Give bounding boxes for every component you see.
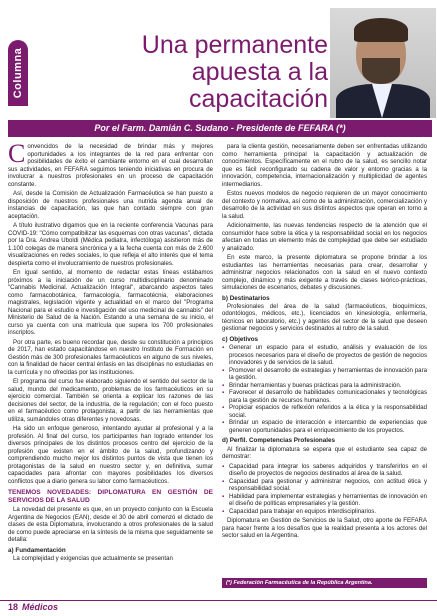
body-paragraph: para la clienta gestión, necesariamente deben ser enfrentadas utilizando como herramienta principal la capacitación y actualización de conocimientos. Específicamente en el rubro de la salud, es sencillo notar que es fácil reconfigurado su cadena de valor y entorno gracias a la innovación, competencia, internacionalización y multiplicidad de agentes intermediarios. <box>222 143 427 188</box>
subheading: d) Perfil. Competencias Profesionales <box>222 437 336 445</box>
list-item: ▪ Capacidad para trabajar en equipos interdisciplinarios. <box>229 508 427 516</box>
list-item: ▪ Habilidad para implementar estrategias y herramientas de innovación en el diseño de políticas empresariales y la gestión. <box>229 493 427 508</box>
page-number: 18 <box>8 602 19 612</box>
list-item: ▪ Capacidad para integrar los saberes adquiridos y transferirlos en el diseño de proyectos de negocios destinados al área de la salud. <box>229 463 427 478</box>
list-item: ▪ Brindar un espacio de interacción e intercambio de experiencias que generen oportunidades para el enriquecimiento de los proyectos. <box>229 419 427 434</box>
list-item: ▪ Propiciar espacios de reflexión referidos a la ética y la responsabilidad social. <box>229 404 427 419</box>
left-column <box>8 139 213 565</box>
subheading: a) Fundamentación <box>8 546 66 554</box>
byline: Por el Farm. Damián C. Sudano - Presidente de FEFARA (*) <box>8 120 432 137</box>
body-paragraph: Al finalizar la diplomatura se espera que el estudiante sea capaz de demostrar: <box>222 445 427 461</box>
section-tab: Columna <box>8 40 28 106</box>
body-paragraph: Por otra parte, es bueno recordar que, desde su constitución a principios de 2017, han estado capacitándose en nuestro Instituto de Formación en Gestión más de 300 profesionales farmacéuticos en alguno de sus niveles, con la finalidad de hacer central énfasis en las disciplinas no estudiadas en la currícula y no ofrecidas por las instituciones. <box>8 338 213 376</box>
body-paragraph: En igual sentido, al momento de redactar estas líneas estábamos próximos a la iniciación de un curso multidisciplinario denominado "Cannabis Medicinal. Actualización Integral", abarcando aspectos tales como farmacobotánica, farmacología, farmacotécnia, elaboraciones magistrales, legislación vigente y actualidad en el marco del "Programa Nacional para el estudio e investigación del uso medicinal de cannabis" del Ministerio de Salud de la Nación. Estando a una semana de su inicio, el curso ya cuenta con una matrícula que supera los 700 profesionales inscriptos. <box>8 269 213 336</box>
body-paragraph: Adicionalmente, las nuevas tendencias respecto de la atención que el consumidor hace sobre la ética y la responsabilidad social en los negocios afectan en todas un elemento más de complejidad que debe ser estudiado y analizado. <box>222 222 427 252</box>
list-item: ▪ Generar un espacio para el estudio, análisis y evaluación de los procesos necesarios para el diseño de proyectos de gestión de negocios innovadores y de servicios de la salud. <box>229 344 427 367</box>
list-item: ▪ Promover el desarrollo de estrategias y herramientas de innovación para la gestión. <box>229 367 427 382</box>
body-paragraph: La novedad del presente es que, en un proyecto conjunto con la Escuela Argentina de Negocios (EAN), desde el 30 de abril comenzó el dictado de clases de esta Diplomatura, involucrando a otros profesionales de la salud de como puede apreciarse en la síntesis de la misma que seguidamente se detalla: <box>8 506 213 544</box>
subheading: c) Objetivos <box>222 335 259 343</box>
section-heading: TENEMOS NOVEDADES: DIPLOMATURA EN GESTIÓN DE SERVICIOS DE LA SALUD <box>8 489 213 504</box>
body-paragraph: Diplomatura en Gestión de Servicios de la Salud, otro aporte de FEFARA para hacer frente a los desafíos que la realidad presenta a los actores del sector salud en la Argentina. <box>222 517 427 540</box>
right-column <box>222 143 427 542</box>
page-footer <box>0 600 437 616</box>
body-paragraph: Convencidos de la necesidad de brindar más y mejores oportunidades a los integrantes de la red para enfrentar con posibilidades de éxito el cambiante entorno en el cual desarrollan sus actividades, en FEFARA seguimos teniendo iniciativas en procura de involucrar a nuestros profesionales en un proceso de capacitación constante. <box>8 139 213 188</box>
subheading: b) Destinatarios <box>222 294 270 302</box>
drop-cap: C <box>8 139 26 168</box>
body-paragraph: En este marco, la presente diplomatura se propone brindar a los estudiantes las herramientas necesarias para crear, desarrollar y administrar negocios relacionados con la salud en el nuevo contexto complejo, dinámico y más exigente a través de clases teórico-prácticas, simulaciones de escenarios, debates y discusiones. <box>222 254 427 291</box>
body-paragraph: A título ilustrativo digamos que en la reciente conferencia Vacunas para COVID-19: "Cómo compatibilizar las esquemas con otras vacunas", dictada por la Dra. Andrea Uboldi (Médica pediatra, infectóloga) asistieron más de 1.100 colegas de manera sincrónica y a la fecha cuenta con más de 2.600 visualizaciones en redes sociales, lo que refleja el alto interés que el tema despierta como el involucramiento de nuestros profesionales. <box>8 222 213 267</box>
body-paragraph: El programa del curso fue elaborado siguiendo el sentido del sector de la salud, mundo del medicamento, problemas de los farmacéuticos en su ejercicio comercial. También se orienta a explicar los razones de las decisiones del sector, de la industria, de la regulación; con el foco puesto en el farmacéutico como protagonista, a partir de las herramientas que utiliza, sumándoles otras diferentes y novedosas. <box>8 378 213 423</box>
objectives-list <box>222 344 427 434</box>
body-paragraph: La complejidad y exigencias que actualmente se presentan <box>13 555 173 563</box>
list-item: ▪ Capacidad para gestionar y administrar negocios, con actitud ética y responsabilidad social. <box>229 478 427 493</box>
list-item: ▪ Favorecer el desarrollo de habilidades comunicacionales y tecnológicas para la gestión de recursos humanos. <box>229 389 427 404</box>
footnote: (*) Federación Farmacéutica de la República Argentina. <box>222 578 427 588</box>
body-paragraph: Profesionales del área de la salud (farmacéuticos, bioquímicos, odontólogos, médicos, etc.), licenciados en kinesiología, enfermería, técnicos en laboratorio, etc.) y agentes del sector de la salud que deseen gestionar negocios y servicios destinados al rubro de la salud. <box>222 302 427 333</box>
competencies-list <box>222 463 427 516</box>
list-item: ▪ Brindar herramientas y buenas prácticas para la administración. <box>229 382 427 390</box>
author-photo <box>330 8 436 118</box>
body-paragraph: Así, desde la Comisión de Actualización Farmacéutica se han puesto a disposición de nuestros profesionales una nutrida agenda anual de instancias de capacitación, las que han contado siempre con gran aceptación. <box>8 190 213 220</box>
body-paragraph: Estos nuevos modelos de negocio requieren de un mayor conocimiento del contexto y normativa, así como de la administración, comercialización y desarrollo de la actividad en sus distintos aspectos que operan en torno a la salud. <box>222 190 427 220</box>
article-title: Una permanente apuesta a la capacitación <box>141 31 328 113</box>
body-paragraph: Ha sido un enfoque generoso, intentando ayudar al profesional y a la profesión. Al final del curso, los participantes han logrado entender los diversos principales de los distintos procesos centro del ejercicio de la profesión que existen en el ámbito de la salud, profundizando y comprendiendo mucho mejor los distintos puntos de vista que tienen los protagonistas de la salud en nuestro sector y, en definitiva, sumar capacidades para afrontar con mayores posibilidades los diversos conflictos que a diario genera su labor como farmacéuticos. <box>8 425 213 485</box>
magazine-brand: Médicos <box>22 602 59 612</box>
